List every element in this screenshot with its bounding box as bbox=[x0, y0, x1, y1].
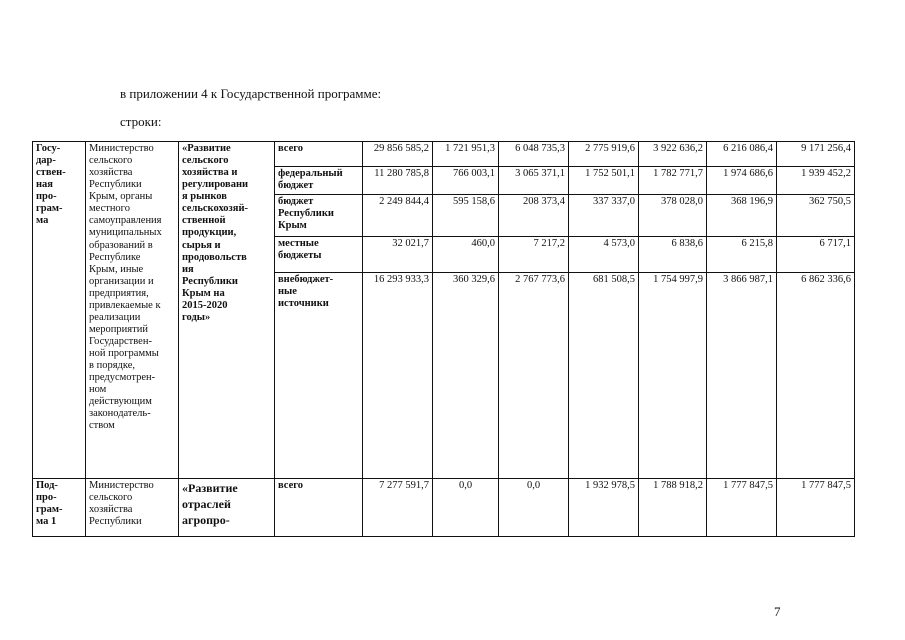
value-cell: 1 939 452,2 bbox=[777, 167, 855, 195]
value-cell: 0,0 bbox=[499, 479, 569, 537]
value-cell: 1 974 686,6 bbox=[707, 167, 777, 195]
value-cell: 1 721 951,3 bbox=[433, 142, 499, 167]
value-cell: 360 329,6 bbox=[433, 273, 499, 479]
value-cell: 1 752 501,1 bbox=[569, 167, 639, 195]
value-cell: 0,0 bbox=[433, 479, 499, 537]
value-cell: 1 754 997,9 bbox=[639, 273, 707, 479]
page-number: 7 bbox=[774, 604, 781, 619]
value-cell: 6 717,1 bbox=[777, 237, 855, 273]
value-cell: 1 788 918,2 bbox=[639, 479, 707, 537]
program-executor: Министерство сельского хозяйства Республики Крым, органы местного самоуправления муниципальных образований в Республике Крым, иные организации и предприятия, привлекаемые к реализации мероприятий Государствен- ной программы в порядке, предусмотрен- ном действующим законодатель- ством bbox=[86, 142, 179, 479]
category-cell: местные бюджеты bbox=[275, 237, 363, 273]
subprogram-name: Под- про- грам- ма 1 bbox=[33, 479, 86, 537]
value-cell: 3 922 636,2 bbox=[639, 142, 707, 167]
value-cell: 2 775 919,6 bbox=[569, 142, 639, 167]
value-cell: 362 750,5 bbox=[777, 195, 855, 237]
value-cell: 460,0 bbox=[433, 237, 499, 273]
value-cell: 6 048 735,3 bbox=[499, 142, 569, 167]
value-cell: 16 293 933,3 bbox=[363, 273, 433, 479]
value-cell: 7 217,2 bbox=[499, 237, 569, 273]
value-cell: 3 866 987,1 bbox=[707, 273, 777, 479]
value-cell: 766 003,1 bbox=[433, 167, 499, 195]
value-cell: 4 573,0 bbox=[569, 237, 639, 273]
budget-table bbox=[32, 141, 855, 537]
value-cell: 208 373,4 bbox=[499, 195, 569, 237]
category-cell: бюджет Республики Крым bbox=[275, 195, 363, 237]
value-cell: 3 065 371,1 bbox=[499, 167, 569, 195]
value-cell: 6 215,8 bbox=[707, 237, 777, 273]
value-cell: 1 777 847,5 bbox=[777, 479, 855, 537]
value-cell: 1 777 847,5 bbox=[707, 479, 777, 537]
value-cell: 9 171 256,4 bbox=[777, 142, 855, 167]
value-cell: 6 862 336,6 bbox=[777, 273, 855, 479]
value-cell: 378 028,0 bbox=[639, 195, 707, 237]
category-cell: внебюджет- ные источники bbox=[275, 273, 363, 479]
value-cell: 6 838,6 bbox=[639, 237, 707, 273]
strings-label: строки: bbox=[120, 114, 162, 129]
intro-line: в приложении 4 к Государственной программе: bbox=[120, 86, 382, 101]
value-cell: 595 158,6 bbox=[433, 195, 499, 237]
value-cell: 681 508,5 bbox=[569, 273, 639, 479]
value-cell: 1 932 978,5 bbox=[569, 479, 639, 537]
category-cell: всего bbox=[275, 479, 363, 537]
value-cell: 6 216 086,4 bbox=[707, 142, 777, 167]
value-cell: 2 767 773,6 bbox=[499, 273, 569, 479]
subprogram-row-total bbox=[33, 479, 855, 537]
value-cell: 1 782 771,7 bbox=[639, 167, 707, 195]
program-name: Госу- дар- ствен- ная про- грам- ма bbox=[33, 142, 86, 479]
subprogram-title: «Развитие отраслей агропро- bbox=[179, 479, 275, 537]
value-cell: 7 277 591,7 bbox=[363, 479, 433, 537]
value-cell: 337 337,0 bbox=[569, 195, 639, 237]
value-cell: 368 196,9 bbox=[707, 195, 777, 237]
program-row-total bbox=[33, 142, 855, 167]
subprogram-executor: Министерство сельского хозяйства Республики bbox=[86, 479, 179, 537]
value-cell: 11 280 785,8 bbox=[363, 167, 433, 195]
program-title: «Развитие сельского хозяйства и регулировани я рынков сельскохозяй- ственной продукции, сырья и продовольств ия Республики Крым на 2015-2020 годы» bbox=[179, 142, 275, 479]
category-cell: федеральный бюджет bbox=[275, 167, 363, 195]
value-cell: 32 021,7 bbox=[363, 237, 433, 273]
value-cell: 2 249 844,4 bbox=[363, 195, 433, 237]
category-cell: всего bbox=[275, 142, 363, 167]
value-cell: 29 856 585,2 bbox=[363, 142, 433, 167]
